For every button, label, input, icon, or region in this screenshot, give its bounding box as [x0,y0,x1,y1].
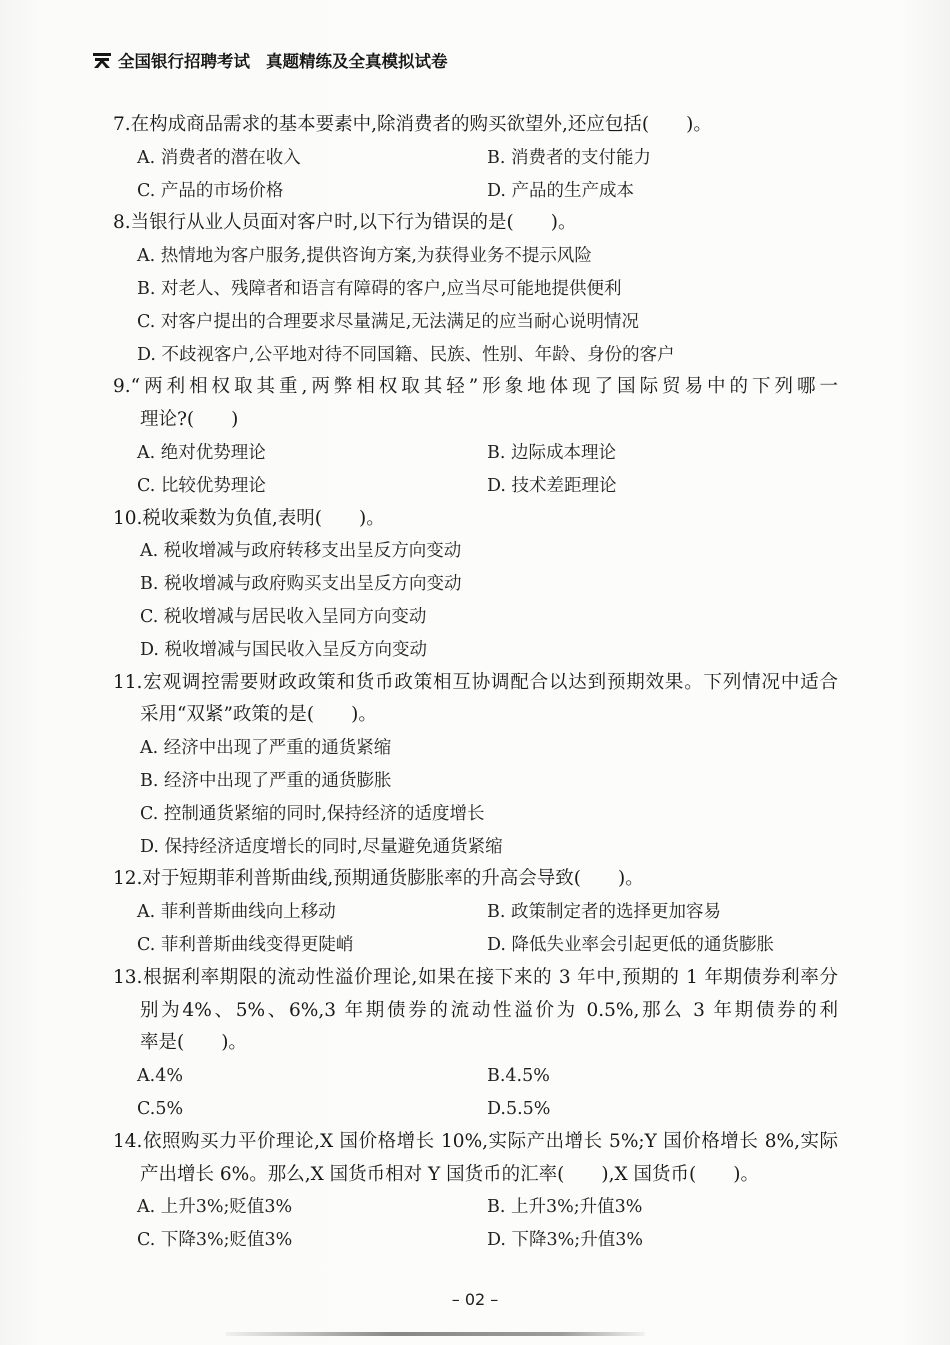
question-stem [113,371,838,404]
question-stem-continued: 率是( )。 [140,1032,247,1054]
option-b: B. 消费者的支付能力 [487,147,651,168]
book-subtitle: 真题精练及全真模拟试卷 [266,52,448,71]
option-c: C. 下降3%;贬值3% [137,1230,293,1251]
question-stem [113,667,838,700]
option-row [113,1060,838,1093]
option-c: C. 菲利普斯曲线变得更陡峭 [137,934,354,955]
question-stem [113,503,838,536]
option-row [113,1093,838,1126]
option-a: A. 经济中出现了严重的通货紧缩 [140,738,392,759]
option-b: B. 税收增减与政府购买支出呈反方向变动 [140,574,462,595]
question-stem-continued: 别为4%、5%、6%,3 年期债券的流动性溢价为 0.5%,那么 3 年期债券的利 [140,999,838,1021]
option-row [113,929,838,962]
option-d: D. 降低失业率会引起更低的通货膨胀 [487,934,775,955]
option-d: D. 税收增减与国民收入呈反方向变动 [140,639,428,660]
question-stem [113,962,838,995]
option-c: C. 控制通货紧缩的同时,保持经济的适度增长 [140,803,485,824]
option-a: A. 绝对优势理论 [137,442,266,463]
question-14 [113,1126,838,1257]
question-text: “两利相权取其重,两弊相权取其轻”形象地体现了国际贸易中的下列哪一 [130,376,838,398]
question-number: 7. [113,114,131,135]
option-d: D. 技术差距理论 [487,475,617,496]
option-b: B.4.5% [487,1066,550,1087]
question-stem-continued: 产出增长 6%。那么,X 国货币相对 Y 国货币的汇率( ),X 国货币( )。 [140,1163,759,1185]
option-c: C. 比较优势理论 [137,475,266,496]
option-b: B. 政策制定者的选择更加容易 [487,902,721,923]
question-11 [113,667,838,864]
question-stem [113,207,838,240]
question-number: 11. [113,671,143,693]
option-d: D.5.5% [487,1098,551,1119]
option-row [113,1224,838,1257]
question-stem [113,863,838,896]
question-7 [113,109,838,207]
question-9 [113,371,838,502]
question-list [113,109,838,1257]
question-12 [113,863,838,961]
question-text: 当银行从业人员面对客户时,以下行为错误的是( )。 [130,212,577,234]
option-b: B. 经济中出现了严重的通货膨胀 [140,770,392,791]
option-row [113,437,838,470]
question-stem-continued: 采用“双紧”政策的是( )。 [140,704,377,726]
option-a: A. 菲利普斯曲线向上移动 [137,902,336,923]
binding-shadow [225,1332,645,1336]
option-d: D. 不歧视客户,公平地对待不同国籍、民族、性别、年龄、身份的客户 [137,344,675,365]
option-a: A. 热情地为客户服务,提供咨询方案,为获得业务不提示风险 [137,246,592,267]
option-a: A. 税收增减与政府转移支出呈反方向变动 [140,541,462,562]
question-text: 宏观调控需要财政政策和货币政策相互协调配合以达到预期效果。下列情况中适合 [142,671,838,693]
question-10 [113,503,838,667]
question-8 [113,207,838,371]
option-b: B. 上升3%;升值3% [487,1197,643,1218]
question-stem-continued: 理论?( ) [140,409,239,431]
question-text: 根据利率期限的流动性溢价理论,如果在接下来的 3 年中,预期的 1 年期债券利率分 [142,966,838,988]
option-a: A.4% [137,1066,183,1087]
running-header [92,47,448,73]
option-row [113,142,838,175]
question-13 [113,962,838,1126]
option-d: D. 保持经济适度增长的同时,尽量避免通货紧缩 [140,836,503,857]
option-c: C.5% [137,1098,184,1119]
question-number: 14. [113,1130,143,1152]
option-d: D. 产品的生产成本 [487,180,635,201]
option-c: C. 对客户提出的合理要求尽量满足,无法满足的应当耐心说明情况 [137,311,639,332]
question-text: 依照购买力平价理论,X 国价格增长 10%,实际产出增长 5%;Y 国价格增长 8%,实际 [142,1130,838,1152]
question-number: 9. [113,376,131,398]
question-stem [113,1126,838,1159]
option-a: A. 上升3%;贬值3% [137,1197,293,1218]
book-series-title: 全国银行招聘考试 [118,52,250,71]
page-number: – 02 – [451,1290,499,1309]
question-stem [113,109,838,142]
option-b: B. 边际成本理论 [487,442,616,463]
question-text: 对于短期菲利普斯曲线,预期通货膨胀率的升高会导致( )。 [142,868,644,890]
option-row [113,1191,838,1224]
option-d: D. 下降3%;升值3% [487,1230,643,1251]
option-row [113,470,838,503]
question-text: 税收乘数为负值,表明( )。 [142,507,385,529]
question-number: 12. [113,868,143,890]
question-number: 10. [113,507,143,529]
option-row [113,175,838,208]
option-c: C. 税收增减与居民收入呈同方向变动 [140,606,427,627]
option-a: A. 消费者的潜在收入 [137,147,301,168]
option-row [113,896,838,929]
question-number: 13. [113,966,143,988]
question-text: 在构成商品需求的基本要素中,除消费者的购买欲望外,还应包括( )。 [130,114,712,135]
publisher-logo-icon [92,51,112,69]
question-number: 8. [113,212,131,234]
option-b: B. 对老人、残障者和语言有障碍的客户,应当尽可能地提供便利 [137,278,622,299]
option-c: C. 产品的市场价格 [137,180,284,201]
